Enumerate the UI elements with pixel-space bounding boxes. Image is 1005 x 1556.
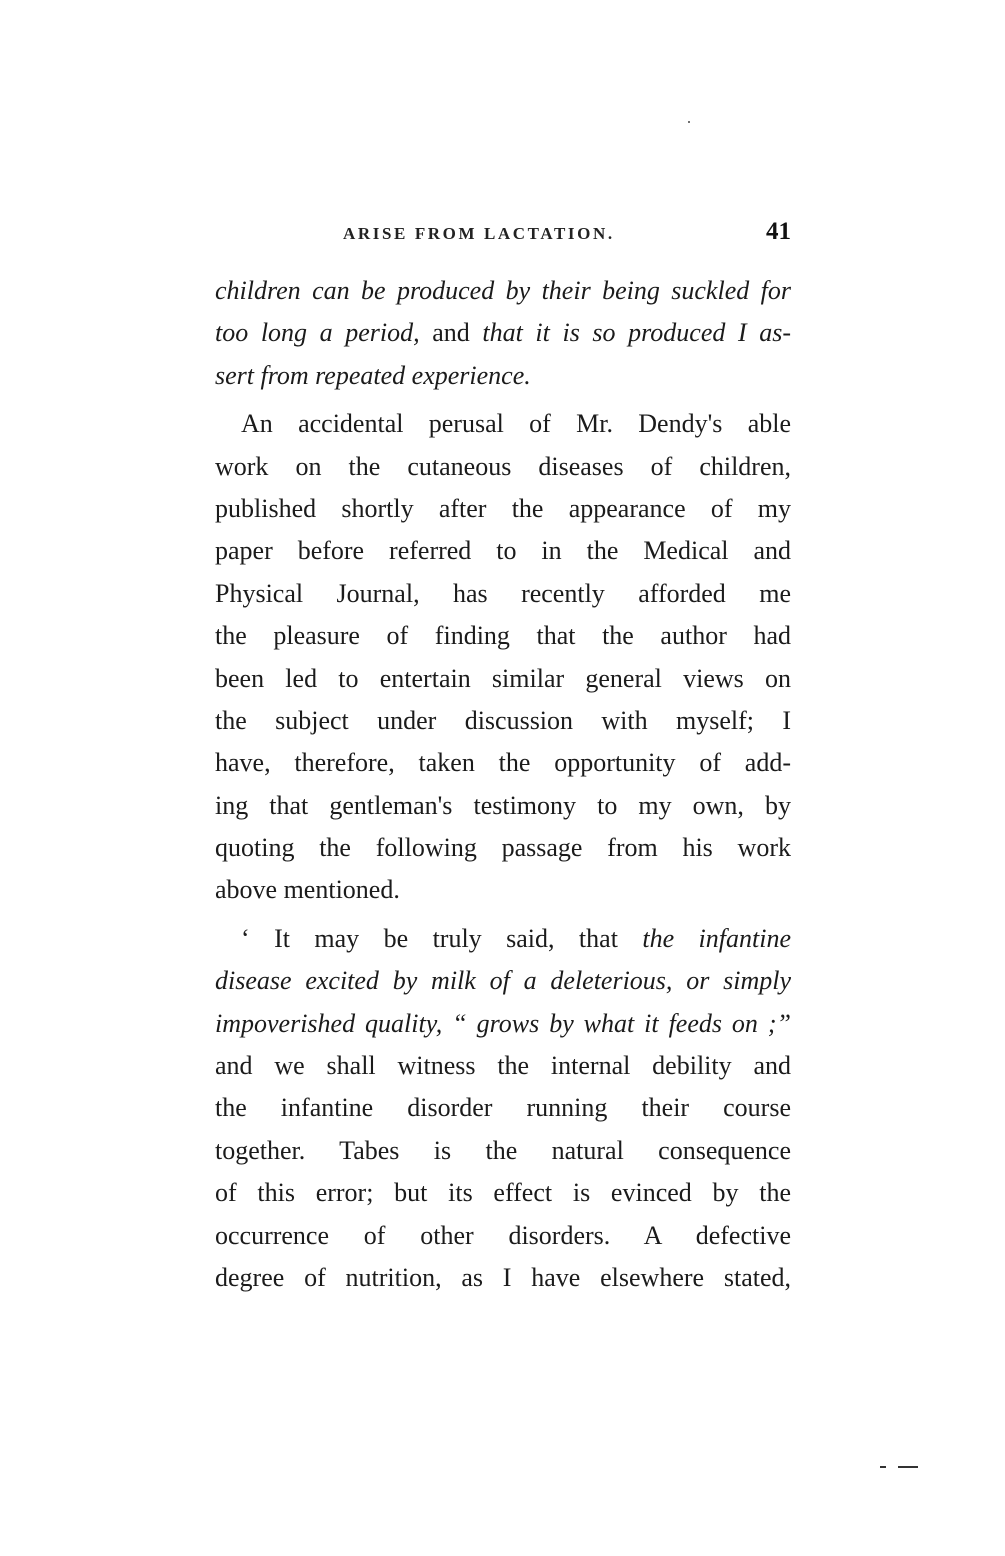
paragraph-2 bbox=[215, 403, 791, 912]
text-line: the infantine disorder running their course bbox=[215, 1093, 791, 1123]
text-line: published shortly after the appearance of my bbox=[215, 493, 791, 523]
text-line: impoverished quality, “ grows by what it feeds on ;” bbox=[215, 1008, 791, 1038]
text-line: occurrence of other disorders. A defective bbox=[215, 1220, 791, 1250]
text-line bbox=[215, 918, 791, 960]
text-span: ‘ It may be truly said, that bbox=[241, 923, 643, 953]
paragraph-1 bbox=[215, 270, 791, 397]
running-title: ARISE FROM LACTATION. bbox=[343, 224, 615, 243]
page-number: 41 bbox=[766, 218, 791, 245]
paragraph-3 bbox=[215, 918, 791, 1300]
text-line: disease excited by milk of a deleterious, or simply bbox=[215, 966, 791, 996]
text-span: and bbox=[419, 318, 483, 348]
text-line: work on the cutaneous diseases of children, bbox=[215, 451, 791, 481]
text-line bbox=[215, 312, 791, 354]
text-line: of this error; but its effect is evinced by the bbox=[215, 1178, 791, 1208]
text-line: An accidental perusal of Mr. Dendy's able bbox=[241, 409, 791, 439]
text-line: quoting the following passage from his work bbox=[215, 833, 791, 863]
text-line: and we shall witness the internal debility and bbox=[215, 1051, 791, 1081]
text-span: too long a period, bbox=[215, 318, 420, 348]
running-head bbox=[215, 218, 791, 250]
print-speck bbox=[688, 121, 690, 123]
text-line: above mentioned. bbox=[215, 875, 400, 905]
text-line: the subject under discussion with myself; I bbox=[215, 705, 791, 735]
text-line: degree of nutrition, as I have elsewhere stated, bbox=[215, 1262, 791, 1292]
text-line: Physical Journal, has recently afforded me bbox=[215, 578, 791, 608]
text-line: children can be produced by their being suckled for bbox=[215, 276, 791, 305]
text-span: the infantine bbox=[642, 923, 791, 953]
text-line: together. Tabes is the natural consequence bbox=[215, 1135, 791, 1165]
text-line: sert from repeated experience. bbox=[215, 360, 531, 390]
text-line: ing that gentleman's testimony to my own, by bbox=[215, 790, 791, 820]
margin-dash bbox=[880, 1466, 886, 1468]
body-text bbox=[215, 270, 791, 1299]
text-line: have, therefore, taken the opportunity of add- bbox=[215, 748, 791, 778]
margin-dash bbox=[898, 1466, 918, 1468]
text-line: paper before referred to in the Medical and bbox=[215, 536, 791, 566]
text-span: that it is so produced I as- bbox=[482, 318, 791, 348]
text-line: the pleasure of finding that the author had bbox=[215, 621, 791, 651]
text-line: been led to entertain similar general views on bbox=[215, 663, 791, 693]
